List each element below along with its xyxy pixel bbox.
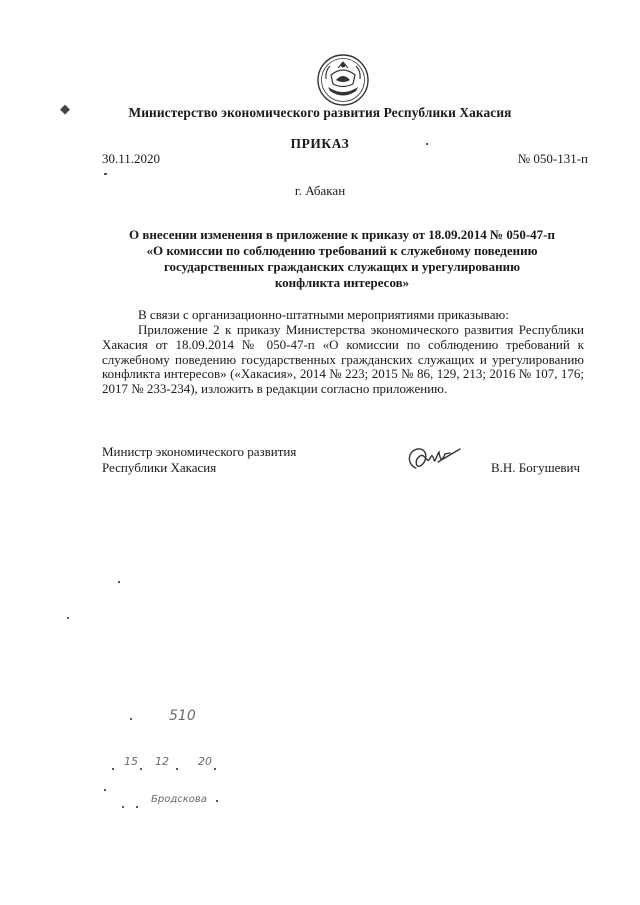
scan-speck xyxy=(118,581,120,583)
scan-speck xyxy=(122,806,124,808)
handwritten-signature xyxy=(402,440,462,478)
scan-speck xyxy=(176,768,178,770)
handwritten-registration-number: 510 xyxy=(169,708,196,724)
scan-speck xyxy=(104,173,107,175)
scan-speck xyxy=(136,806,138,808)
scan-speck xyxy=(216,800,218,802)
handwritten-clerk-name: Бродскова xyxy=(151,794,207,805)
signer-position-line: Республики Хакасия xyxy=(102,460,217,475)
scan-speck xyxy=(214,768,216,770)
subject-line: О внесении изменения в приложение к приказу от 18.09.2014 № 050-47-п xyxy=(129,227,555,242)
document-number: № 050-131-п xyxy=(517,151,588,166)
subject-line: конфликта интересов» xyxy=(274,275,410,290)
handwritten-day: 15 xyxy=(124,755,138,768)
body-paragraph: Приложение 2 к приказу Министерства экономического развития Республики Хакасия от 18.09.2014 № 050-47-п «О комиссии по соблюдению требований к служебному поведению государственных гражданских служащих и урегулированию конфликта интересов» («Хакасия», 2014 № 223; 2015 № 86, 129, 213; 2016 № 107, 176; 2017 № 233-234), изложить в редакции согласно приложению. xyxy=(102,322,584,397)
scan-speck xyxy=(140,768,142,770)
signer-position xyxy=(102,444,296,476)
signer-position-line: Министр экономического развития xyxy=(102,444,297,459)
scan-speck xyxy=(67,617,69,619)
scan-speck xyxy=(104,789,106,791)
scan-speck xyxy=(130,718,132,720)
signer-name: В.Н. Богушевич xyxy=(491,460,581,475)
document-city: г. Абакан xyxy=(294,183,346,198)
ministry-name: Министерство экономического развития Республики Хакасия xyxy=(128,105,512,120)
scan-speck xyxy=(426,143,428,145)
document-subject xyxy=(100,227,584,291)
handwritten-month: 12 xyxy=(155,755,169,768)
subject-line: «О комиссии по соблюдению требований к служебному поведению xyxy=(146,243,538,258)
document-type-title: ПРИКАЗ xyxy=(290,136,350,151)
subject-line: государственных гражданских служащих и урегулированию xyxy=(163,259,521,274)
body-intro: В связи с организационно-штатными мероприятиями приказываю: xyxy=(138,307,509,322)
scan-speck xyxy=(112,768,114,770)
handwritten-year: 20 xyxy=(198,755,212,768)
coat-of-arms-emblem xyxy=(316,53,370,107)
document-date: 30.11.2020 xyxy=(102,151,161,166)
scan-mark-dot: ◆ xyxy=(60,101,70,116)
